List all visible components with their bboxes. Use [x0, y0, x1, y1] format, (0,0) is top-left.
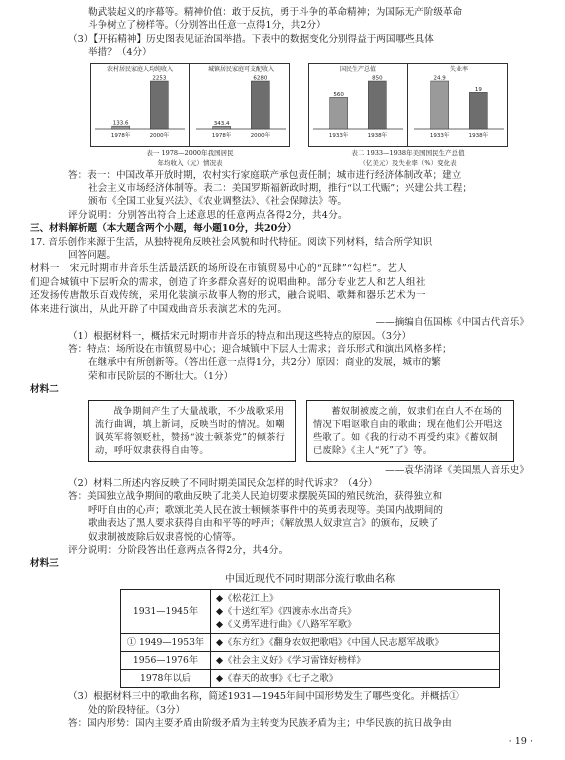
song-line: ◆《十送红军》《四渡赤水出奇兵》	[216, 606, 357, 618]
bar	[469, 92, 487, 129]
answer-text: 呼吁自由的心声；歌颂北美人民在波士顿倾茶事件中的英勇表现等。美国内战期间的	[88, 504, 443, 516]
data-label: 560	[333, 91, 344, 98]
chart-2-panel-1	[309, 64, 408, 146]
sub-question-3: （3）根据材料三中的歌曲名称，简述1931—1945年间中国形势发生了哪些变化。并概括①	[68, 691, 459, 703]
material-2-box-left: 战争期间产生了大量战歌，不少战歌采用流行曲调，填上新词，反映当时的情况。如嘲讽英军将领贬杜，赞扬“波士顿茶党”的倾茶行动，呼吁奴隶获得自由等。	[88, 400, 296, 462]
chart-table-2	[308, 63, 508, 167]
sub-question-1: （1）根据材料一，概括宋元时期市井音乐的特点和出现这些特点的原因。（3分）	[68, 330, 412, 342]
data-label: 6280	[253, 75, 268, 82]
bar-plot	[91, 73, 189, 143]
song-line: ◆《社会主义好》《学习雷锋好榜样》	[216, 655, 366, 667]
table-title: 中国近现代不同时期部分流行歌曲名称	[225, 573, 395, 585]
tick-label: 1978年	[110, 132, 131, 139]
answer-text: 奴隶制被废除后奴隶喜悦的心情等。	[88, 531, 242, 543]
data-label: 343.4	[213, 120, 230, 127]
material-source: ——袁华清译《美国黑人音乐史》	[385, 464, 529, 476]
text-line: 勒武装起义的序幕等。精神价值：敢于反抗，勇于斗争的革命精神；为国际无产阶级革命	[88, 7, 463, 18]
panel-title: 国民生产总值	[339, 65, 376, 73]
data-label: 850	[372, 75, 383, 82]
chart-caption: 表一 1978—2000年我国居民	[146, 148, 234, 157]
song-table-body	[121, 590, 500, 688]
bar-plot	[309, 73, 407, 143]
panel-title: 农村居民家庭人均纯收入	[106, 65, 173, 73]
data-label: 24.9	[433, 75, 446, 82]
table-row	[121, 590, 500, 634]
material-1-line: 体来进行演出，从此开辟了中国戏曲音乐表演艺术的先河。	[30, 303, 288, 315]
period-cell: 1956—1976年	[121, 652, 211, 670]
answer-text: 答：国内形势：国内主要矛盾由阶级矛盾为主转变为民族矛盾为主；中华民族的抗日战争由	[68, 718, 452, 729]
material-source: ——摘编自伍国栋《中国古代音乐》	[375, 317, 529, 329]
bar	[251, 81, 269, 129]
tick-label: 1938年	[468, 132, 489, 139]
material-2-label: 材料二	[30, 384, 59, 396]
chart-1-panel-1	[91, 64, 190, 146]
text-line: 斗争树立了榜样等。（分别答出任意一点得1分，共2分）	[88, 20, 326, 32]
material-2-boxes	[88, 400, 535, 462]
section-title: 三、材料解析题（本大题含两个小题，每小题10分，共20分）	[30, 223, 297, 235]
song-line: ◆《春天的故事》《七子之歌》	[216, 673, 338, 685]
song-table	[120, 573, 500, 688]
question-3-prompt-cont: 举措？（4分）	[88, 47, 152, 59]
table-row	[121, 652, 500, 670]
material-2-box-right: 蓄奴制被废之前，奴隶们在白人不在场的情况下唱讴歌自由的歌曲；现在他们公开唱这些歌了。如《我的行动不再受约束》《蓄奴制已废除》《主人“死”了》等。	[306, 400, 514, 462]
song-line: ◆《东方红》《翻身农奴把歌唱》《中国人民志愿军战歌》	[216, 637, 444, 649]
chart-caption: 表二 1933—1938年美国国民生产总值	[351, 148, 465, 157]
chart-1-frame	[90, 63, 290, 147]
song-line: ◆《义勇军进行曲》《八路军军歌》	[216, 619, 357, 631]
data-label: 133.6	[112, 120, 129, 127]
chart-1-panel-2	[192, 64, 290, 146]
panel-title: 失业率	[449, 65, 468, 73]
tick-label: 2000年	[149, 132, 170, 139]
question-17-intro: 17. 音乐创作来源于生活，从独特视角反映社会风貌和时代特征。阅读下列材料，结合所学知识	[30, 236, 433, 248]
tick-label: 1933年	[429, 132, 450, 139]
material-1: 材料一 宋元时期市井音乐生活最活跃的场所设在市镇贸易中心的“瓦肆”“勾栏”。艺人	[30, 263, 407, 275]
tick-label: 2000年	[250, 132, 271, 139]
data-label: 19	[474, 86, 482, 93]
chart-caption: （亿美元）及失业率（%）变化表	[359, 158, 457, 167]
chart-caption: 年均收入（元）情况表	[157, 158, 223, 167]
question-17-intro-cont: 回答问题。	[68, 250, 116, 262]
answer-text: 歌曲表达了黑人要求获得自由和平等的呼声；《解放黑人奴隶宣言》的颁布，反映了	[88, 518, 439, 530]
tick-label: 1933年	[328, 132, 349, 139]
tick-label: 1938年	[367, 132, 388, 139]
page-number: · 19 ·	[508, 735, 533, 747]
material-1-line: 们迎合城镇中下层听众的需求，创造了许多群众喜好的说唱曲种。部分专业艺人和艺人组社	[30, 276, 426, 288]
answer-text: 颁布《全国工业复兴法》、《农业调整法》、《社会保障法》等。	[88, 196, 348, 208]
table-row	[121, 634, 500, 652]
bar	[368, 81, 386, 129]
chart-2-frame	[308, 63, 508, 147]
song-line: ◆《松花江上》	[216, 593, 279, 605]
period-cell: 1931—1945年	[121, 590, 211, 634]
songs-cell	[211, 590, 500, 634]
songs-cell	[211, 670, 500, 688]
material-1-line: 还发扬传唐散乐百戏传统，采用化装演示故事人物的形式，融合说唱、歌舞和器乐艺术为一	[30, 290, 426, 302]
answer-text: 答：表一：中国改革开放时期，农村实行家庭联产承包责任制；城市进行经济体制改革；建立	[68, 169, 462, 181]
answer-text: 答：特点：场所设在市镇贸易中心；迎合城镇中下层人士需求；音乐形式和演出风格多样；	[68, 343, 452, 355]
answer-text: 社会主义市场经济体制等。表二：美国罗斯福新政时期，推行“以工代赈”；兴建公共工程；	[88, 183, 472, 195]
songs-cell	[211, 634, 500, 652]
scoring-note: 评分说明：分别答出符合上述意思的任意两点各得2分，共4分。	[68, 209, 348, 221]
material-3-label: 材料三	[30, 558, 59, 570]
sub-question-3-cont: 处的阶段特征。（3分）	[88, 704, 186, 716]
question-3-prompt: （3）【开拓精神】历史图表见证治国举措。下表中的数据变化分别得益于两国哪些具体	[68, 33, 434, 45]
answer-text: 在继承中有所创新等。（答出任意一点得1分，共2分）原因：商业的发展，城市的繁	[88, 357, 441, 369]
sub-question-2: （2）材料二所述内容反映了不同时期美国民众怎样的时代诉求？（4分）	[68, 477, 378, 489]
period-cell: ① 1949—1953年	[121, 634, 211, 652]
bar-plot	[410, 73, 508, 143]
songs-cell	[211, 652, 500, 670]
charts-area	[90, 63, 535, 167]
period-cell: 1978年以后	[121, 670, 211, 688]
scoring-note: 评分说明：分阶段答出任意两点各得2分，共4分。	[68, 544, 289, 556]
answer-text: 荣和市民阶层的不断壮大。（1分）	[88, 370, 234, 382]
tick-label: 1978年	[211, 132, 232, 139]
bar-plot	[192, 73, 290, 143]
panel-title: 城镇居民家庭可支配收入	[207, 65, 274, 73]
bar	[150, 81, 168, 129]
chart-table-1	[90, 63, 290, 167]
table-row	[121, 670, 500, 688]
chart-2-panel-2	[410, 64, 508, 146]
bar	[431, 81, 449, 129]
bar	[330, 97, 348, 129]
data-label: 2253	[152, 75, 167, 82]
answer-text: 答：美国独立战争期间的歌曲反映了北美人民迫切要求摆脱英国的殖民统治，获得独立和	[68, 491, 443, 503]
